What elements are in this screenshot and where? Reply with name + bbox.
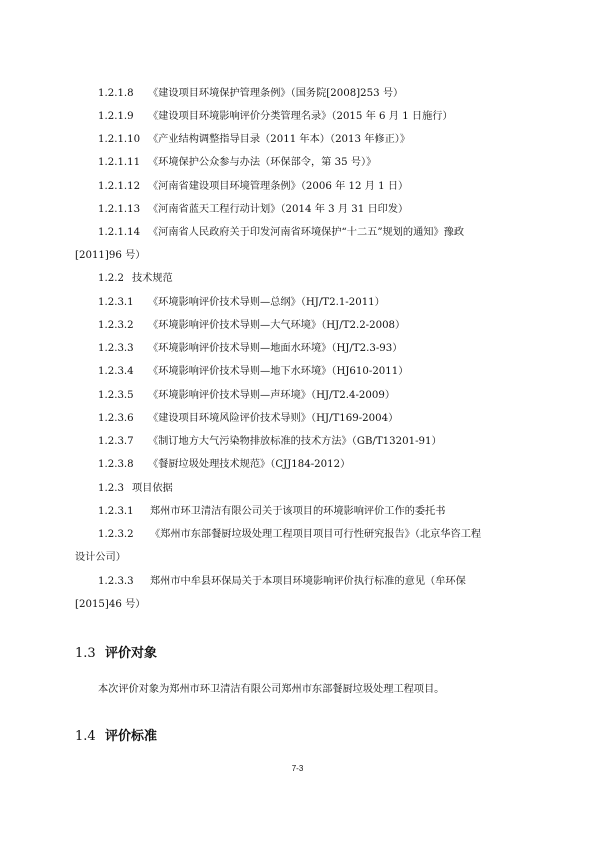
item-number: 1.2.1.8 [98,88,134,99]
subsection-number: 1.2.2 [98,273,124,284]
item-number: 1.2.3.1 [98,297,134,308]
item-number: 1.2.3.3 [98,576,134,587]
list-item [98,110,453,124]
subsection-number: 1.2.3 [98,483,124,494]
section-number: 1.4 [75,729,96,744]
item-number: 1.2.3.4 [98,366,134,377]
item-number: 1.2.1.13 [98,204,141,215]
list-item [98,412,398,426]
item-text: 《餐厨垃圾处理技术规范》（CJJ184-2012） [148,459,351,470]
list-item [98,319,405,333]
item-text-continuation: 设计公司） [75,552,126,563]
list-item [98,133,410,147]
list-item [98,226,464,240]
list-item [98,342,402,356]
list-item [98,505,445,519]
item-number: 1.2.3.7 [98,436,134,447]
item-text: 《环境影响评价技术导则—总纲》（HJ/T2.1-2011） [148,297,385,308]
item-number: 1.2.3.2 [98,529,134,540]
subsection-title: 项目依据 [132,483,173,494]
item-text: 《环境影响评价技术导则—地下水环境》（HJ610-2011） [148,366,409,377]
subsection-title: 技术规范 [132,273,173,284]
list-item [98,296,385,310]
item-number: 1.2.1.9 [98,111,134,122]
item-text: 《环境保护公众参与办法（环保部令，第 35 号）》 [148,157,377,168]
subsection-heading [98,272,173,286]
list-item [98,575,466,589]
list-item [98,458,350,472]
item-text-continuation: [2015]46 号） [75,599,146,610]
item-text: 《河南省蓝天工程行动计划》（2014 年 3 月 31 日印发） [148,204,409,215]
list-item [98,389,395,403]
item-text: 郑州市中牟县环保局关于本项目环境影响评价执行标准的意见（牟环保 [150,576,466,587]
item-number: 1.2.3.1 [98,506,134,517]
list-item [98,87,403,101]
subsection-heading [98,482,173,496]
list-item [98,528,481,542]
item-number: 1.2.1.11 [98,157,141,168]
item-number: 1.2.3.2 [98,320,134,331]
item-text: 《河南省人民政府关于印发河南省环境保护“十二五”规划的通知》豫政 [148,227,465,238]
list-item [98,435,442,449]
page-number: 7-3 [291,764,304,773]
item-text: 郑州市环卫清洁有限公司关于该项目的环境影响评价工作的委托书 [150,506,446,517]
item-text: 《郑州市东部餐厨垃圾处理工程项目项目可行性研究报告》（北京华咨工程 [150,529,482,540]
section-number: 1.3 [75,646,96,661]
paragraph: 本次评价对象为郑州市环卫清洁有限公司郑州市东部餐厨垃圾处理工程项目。 [98,684,445,695]
item-number: 1.2.3.5 [98,390,134,401]
item-number: 1.2.1.10 [98,134,141,145]
section-title: 评价标准 [105,729,158,744]
section-heading [75,645,157,663]
item-text: 《环境影响评价技术导则—声环境》（HJ/T2.4-2009） [148,390,396,401]
section-title: 评价对象 [105,646,158,661]
item-text: 《建设项目环境保护管理条例》（国务院[2008]253 号） [148,88,404,99]
item-number: 1.2.1.12 [98,181,141,192]
item-text: 《制订地方大气污染物排放标准的技术方法》（GB/T13201-91） [148,436,442,447]
list-item [98,156,376,170]
item-text: 《环境影响评价技术导则—地面水环境》（HJ/T2.3-93） [148,343,403,354]
item-number: 1.2.1.14 [98,227,141,238]
item-text: 《环境影响评价技术导则—大气环境》（HJ/T2.2-2008） [148,320,406,331]
list-item [98,180,408,194]
item-text: 《河南省建设项目环境管理条例》（2006 年 12 月 1 日） [148,181,409,192]
item-text: 《建设项目环境影响评价分类管理名录》（2015 年 6 月 1 日施行） [148,111,453,122]
list-item [98,203,408,217]
item-number: 1.2.3.8 [98,459,134,470]
section-heading [75,728,157,746]
item-number: 1.2.3.3 [98,343,134,354]
item-text: 《产业结构调整指导目录（2011 年本）（2013 年修正）》 [148,134,411,145]
list-item [98,365,408,379]
item-text: 《建设项目环境风险评价技术导则》（HJ/T169-2004） [148,413,399,424]
item-text-continuation: [2011]96 号） [75,250,146,261]
item-number: 1.2.3.6 [98,413,134,424]
